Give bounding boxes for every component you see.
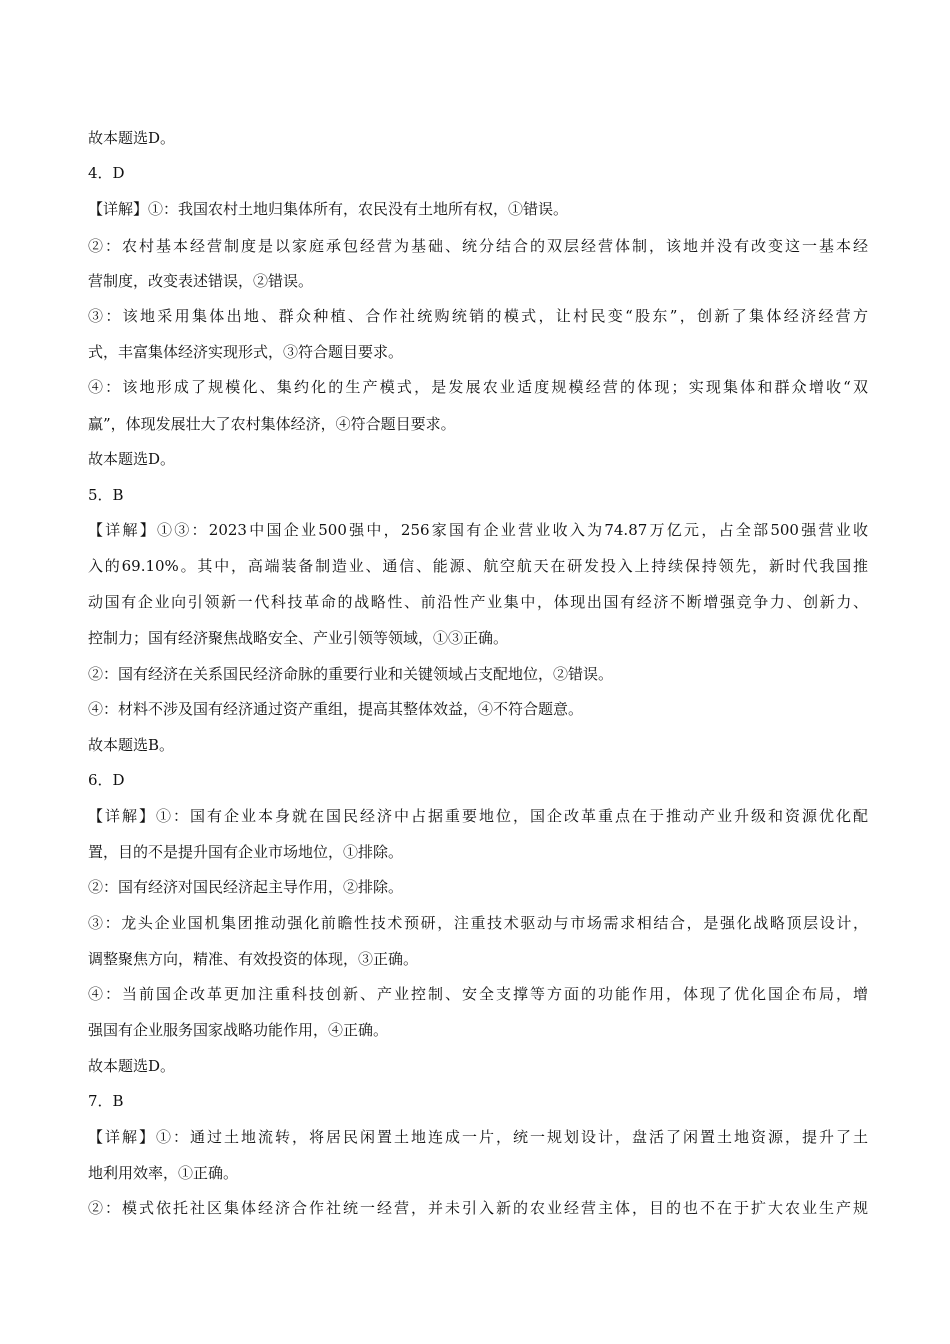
answer-heading: 5．B — [88, 486, 124, 504]
text-line: 【详解】①：通过土地流转，将居民闲置土地连成一片，统一规划设计，盘活了闲置土地资源，提升了土 — [88, 1128, 868, 1146]
answer-heading: 4．D — [88, 164, 125, 182]
text-line: ②：模式依托社区集体经济合作社统一经营，并未引入新的农业经营主体，目的也不在于扩大农业生产规 — [88, 1199, 868, 1217]
text-line: 地利用效率，①正确。 — [88, 1164, 239, 1182]
text-line: 故本题选D。 — [88, 1057, 176, 1075]
text-line: ③：龙头企业国机集团推动强化前瞻性技术预研，注重技术驱动与市场需求相结合，是强化战略顶层设计， — [88, 914, 868, 932]
text-line: ④：材料不涉及国有经济通过资产重组，提高其整体效益，④不符合题意。 — [88, 700, 584, 718]
text-line: ③：该地采用集体出地、群众种植、合作社统购统销的模式，让村民变“股东”，创新了集体经济经营方 — [88, 307, 868, 325]
answer-heading: 6．D — [88, 771, 125, 789]
text-line: 【详解】①③：2023中国企业500强中，256家国有企业营业收入为74.87万亿元，占全部500强营业收 — [88, 521, 868, 539]
text-line: 调整聚焦方向，精准、有效投资的体现，③正确。 — [88, 950, 419, 968]
text-line: 赢”，体现发展壮大了农村集体经济，④符合题目要求。 — [88, 415, 456, 433]
text-line: 强国有企业服务国家战略功能作用，④正确。 — [88, 1021, 389, 1039]
text-line: 故本题选D。 — [88, 450, 176, 468]
text-line: 故本题选B。 — [88, 736, 175, 754]
text-line: 入的69.10%。其中，高端装备制造业、通信、能源、航空航天在研发投入上持续保持领先，新时代我国推 — [88, 557, 868, 575]
text-line: ②：国有经济对国民经济起主导作用，②排除。 — [88, 878, 404, 896]
text-line: 【详解】①：我国农村土地归集体所有，农民没有土地所有权，①错误。 — [88, 200, 569, 218]
text-line: 动国有企业向引领新一代科技革命的战略性、前沿性产业集中，体现出国有经济不断增强竞争力、创新力、 — [88, 593, 868, 611]
text-line: ④：当前国企改革更加注重科技创新、产业控制、安全支撑等方面的功能作用，体现了优化国企布局，增 — [88, 985, 868, 1003]
text-line: 控制力；国有经济聚焦战略安全、产业引领等领域，①③正确。 — [88, 629, 509, 647]
text-line: 故本题选D。 — [88, 129, 176, 147]
text-line: 营制度，改变表述错误，②错误。 — [88, 272, 314, 290]
text-line: 式，丰富集体经济实现形式，③符合题目要求。 — [88, 343, 404, 361]
text-line: 【详解】①：国有企业本身就在国民经济中占据重要地位，国企改革重点在于推动产业升级和资源优化配 — [88, 807, 868, 825]
text-line: ②：农村基本经营制度是以家庭承包经营为基础、统分结合的双层经营体制，该地并没有改变这一基本经 — [88, 237, 868, 255]
text-line: ②：国有经济在关系国民经济命脉的重要行业和关键领域占支配地位，②错误。 — [88, 665, 614, 683]
text-line: ④：该地形成了规模化、集约化的生产模式，是发展农业适度规模经营的体现；实现集体和群众增收“双 — [88, 378, 868, 396]
text-line: 置，目的不是提升国有企业市场地位，①排除。 — [88, 843, 404, 861]
answer-heading: 7．B — [88, 1092, 124, 1110]
